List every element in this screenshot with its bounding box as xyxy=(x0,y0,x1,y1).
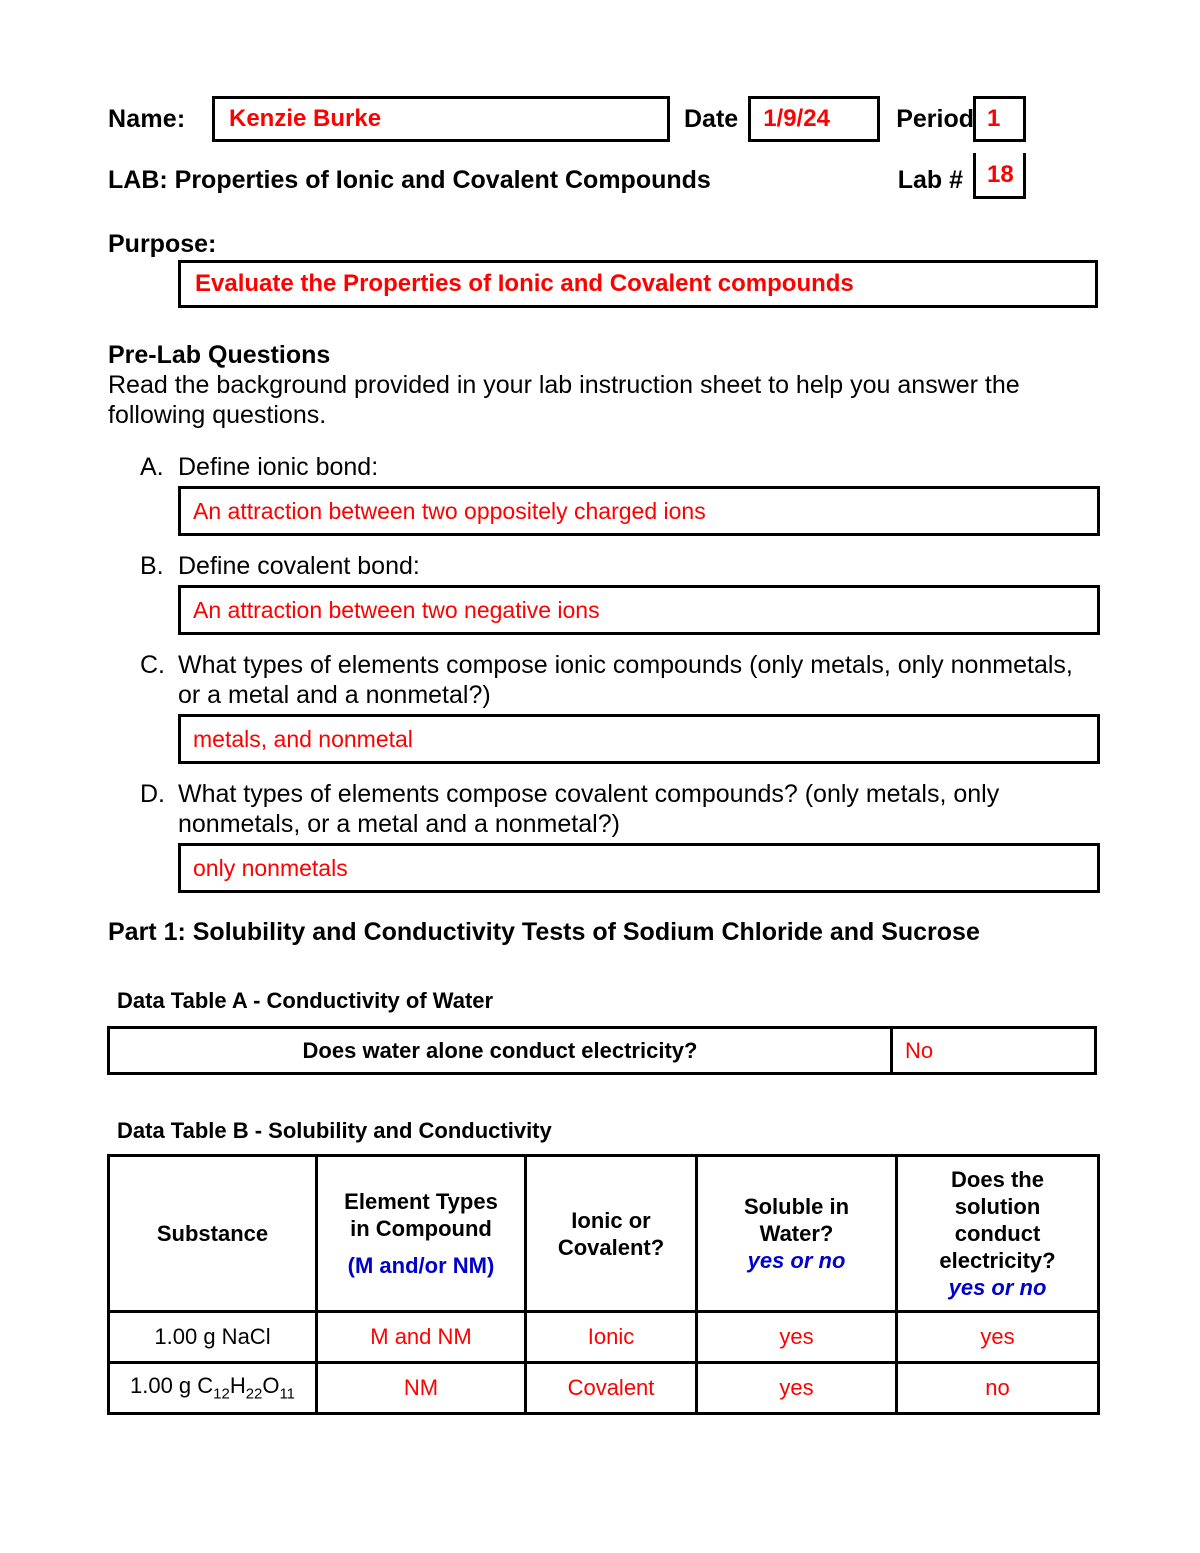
question-d-answer-field[interactable] xyxy=(178,843,1100,893)
soluble-line2: Water? xyxy=(759,1221,834,1246)
question-c-answer-field[interactable] xyxy=(178,714,1100,764)
date-value: 1/9/24 xyxy=(763,105,830,132)
conduct-line3: conduct xyxy=(954,1221,1041,1246)
purpose-label: Purpose: xyxy=(108,230,217,258)
date-label: Date xyxy=(684,105,739,133)
table-row xyxy=(109,1028,1096,1074)
row-sucrose-element-types[interactable]: NM xyxy=(317,1363,526,1414)
question-a-prompt: Define ionic bond: xyxy=(178,453,379,481)
question-a-answer-field[interactable] xyxy=(178,486,1100,536)
conduct-line4: electricity? xyxy=(939,1248,1056,1273)
conduct-line2: solution xyxy=(954,1194,1041,1219)
column-header-ionic-or-covalent xyxy=(526,1156,697,1312)
row-sucrose-substance xyxy=(109,1363,317,1414)
lab-title: LAB: Properties of Ionic and Covalent Compounds xyxy=(108,166,711,194)
question-a-letter: A. xyxy=(140,453,164,481)
table-b-header-row xyxy=(109,1156,1099,1312)
question-b-answer-field[interactable] xyxy=(178,585,1100,635)
question-d xyxy=(140,779,1100,893)
header-row-lab-title xyxy=(108,157,1028,203)
row-sucrose-substance-prefix: 1.00 g C xyxy=(130,1373,214,1399)
question-b xyxy=(140,551,1100,635)
question-a xyxy=(140,452,1100,536)
name-value: Kenzie Burke xyxy=(229,105,382,132)
table-a-caption: Data Table A - Conductivity of Water xyxy=(117,988,494,1013)
sucrose-sub-h: 22 xyxy=(245,1385,263,1403)
name-field[interactable] xyxy=(212,96,670,142)
sucrose-o: O xyxy=(262,1373,280,1399)
table-a-question: Does water alone conduct electricity? xyxy=(109,1028,892,1074)
row-nacl-soluble[interactable]: yes xyxy=(697,1312,897,1363)
row-nacl-ionic-or-covalent[interactable]: Ionic xyxy=(526,1312,697,1363)
table-b xyxy=(107,1154,1100,1415)
question-b-letter: B. xyxy=(140,552,164,580)
column-header-substance-label: Substance xyxy=(156,1221,269,1246)
lab-number-field[interactable]: 18 xyxy=(973,153,1026,199)
question-d-answer: only nonmetals xyxy=(193,854,348,881)
ionic-line2: Covalent? xyxy=(557,1234,665,1260)
date-field[interactable] xyxy=(748,96,880,142)
question-c-letter: C. xyxy=(140,651,165,679)
soluble-line1: Soluble in xyxy=(743,1194,850,1219)
ionic-line1: Ionic or xyxy=(571,1207,651,1233)
row-sucrose-ionic-or-covalent[interactable]: Covalent xyxy=(526,1363,697,1414)
sucrose-sub-c: 12 xyxy=(213,1385,230,1403)
table-b-caption: Data Table B - Solubility and Conductivity xyxy=(117,1118,552,1143)
question-a-answer: An attraction between two oppositely charged ions xyxy=(193,497,706,524)
table-a-answer[interactable]: No xyxy=(892,1028,1096,1074)
table-row xyxy=(109,1312,1099,1363)
purpose-value: Evaluate the Properties of Ionic and Covalent compounds xyxy=(195,270,854,297)
prelab-intro: Read the background provided in your lab instruction sheet to help you answer the following questions. xyxy=(108,371,1020,429)
question-b-text xyxy=(140,551,1100,581)
name-label: Name: xyxy=(108,105,186,133)
row-sucrose-soluble[interactable]: yes xyxy=(697,1363,897,1414)
question-c-prompt: What types of elements compose ionic compounds (only metals, only nonmetals, or a metal and a nonmetal?) xyxy=(178,651,1073,709)
purpose-field[interactable] xyxy=(178,260,1098,308)
column-header-conducts-electricity xyxy=(897,1156,1099,1312)
row-sucrose-conducts[interactable]: no xyxy=(897,1363,1099,1414)
part1-heading: Part 1: Solubility and Conductivity Tests of Sodium Chloride and Sucrose xyxy=(108,918,980,946)
element-types-hint: (M and/or NM) xyxy=(347,1253,495,1278)
column-header-substance xyxy=(109,1156,317,1312)
question-d-prompt: What types of elements compose covalent compounds? (only metals, only nonmetals, or a metal and a nonmetal?) xyxy=(178,780,1000,838)
question-d-letter: D. xyxy=(140,780,165,808)
worksheet-header xyxy=(108,96,1028,203)
sucrose-sub-o: 11 xyxy=(279,1385,295,1403)
table-row xyxy=(109,1363,1099,1414)
prelab-heading: Pre-Lab Questions xyxy=(108,341,331,369)
question-c-answer: metals, and nonmetal xyxy=(193,725,413,752)
sucrose-h: H xyxy=(229,1373,246,1399)
period-label: Period xyxy=(896,105,974,133)
period-field[interactable]: 1 xyxy=(973,96,1026,142)
question-a-text xyxy=(140,452,1100,482)
header-row-name xyxy=(108,96,1028,146)
element-types-line1: Element Types xyxy=(344,1189,498,1214)
row-nacl-element-types[interactable]: M and NM xyxy=(317,1312,526,1363)
question-c-text xyxy=(140,650,1100,710)
question-c xyxy=(140,650,1100,764)
lab-number-label: Lab # xyxy=(897,166,963,194)
question-b-answer: An attraction between two negative ions xyxy=(193,596,600,623)
question-b-prompt: Define covalent bond: xyxy=(178,552,420,580)
column-header-element-types xyxy=(317,1156,526,1312)
row-nacl-substance: 1.00 g NaCl xyxy=(109,1312,317,1363)
conduct-hint: yes or no xyxy=(948,1275,1047,1300)
row-nacl-conducts[interactable]: yes xyxy=(897,1312,1099,1363)
table-a xyxy=(107,1026,1097,1075)
column-header-soluble-in-water xyxy=(697,1156,897,1312)
conduct-line1: Does the xyxy=(951,1167,1044,1192)
element-types-line2: in Compound xyxy=(350,1216,492,1241)
question-d-text xyxy=(140,779,1100,839)
soluble-hint: yes or no xyxy=(747,1248,846,1273)
